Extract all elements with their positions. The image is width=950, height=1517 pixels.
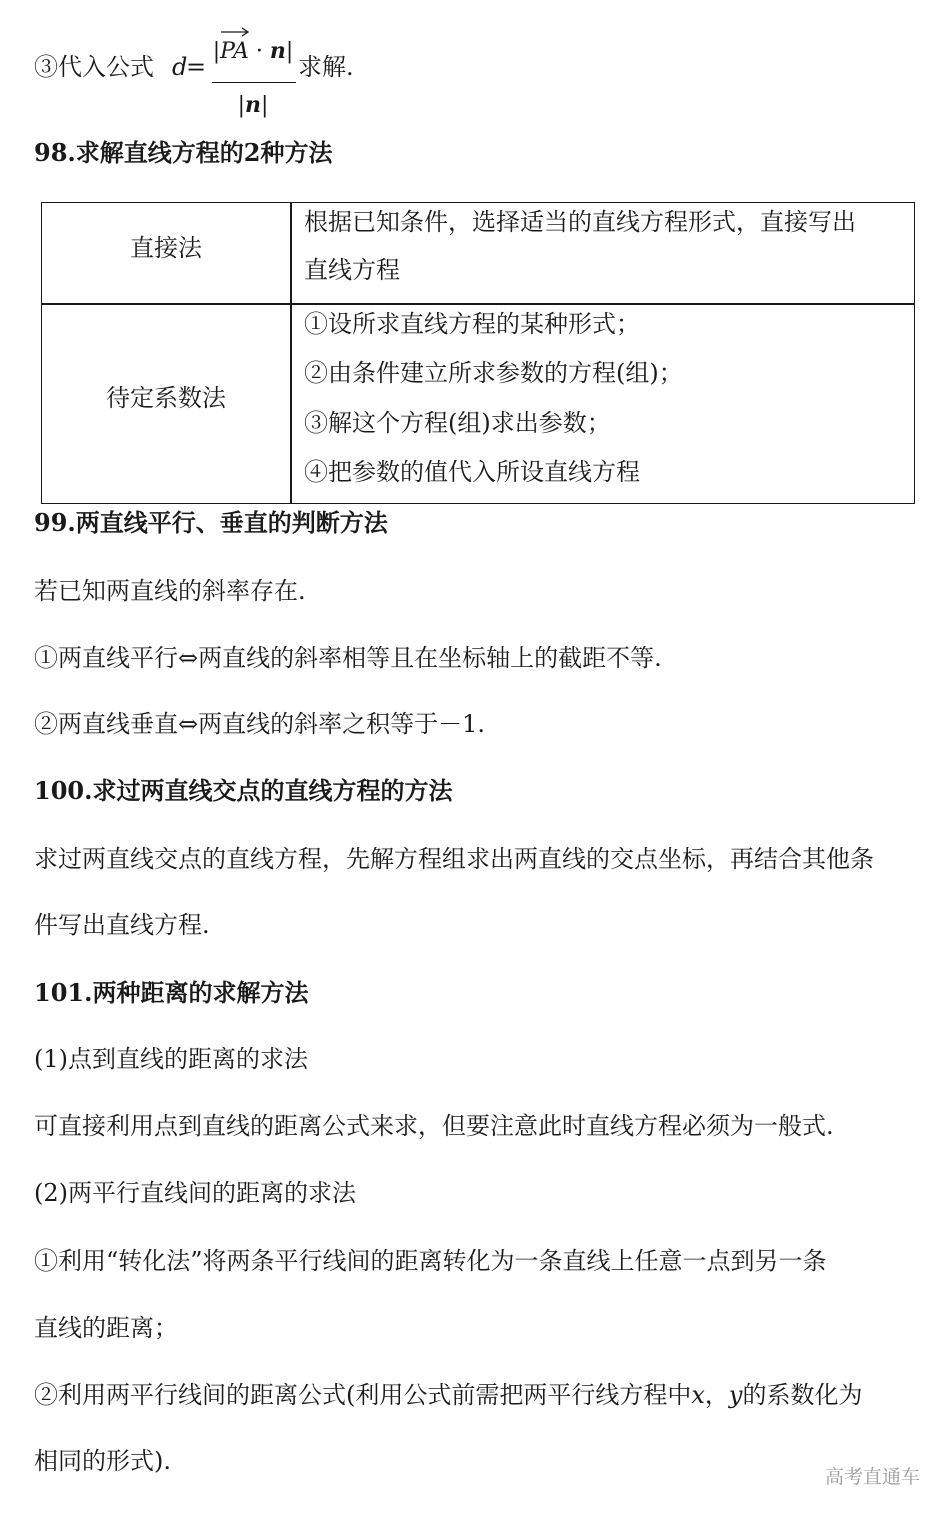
section-100-line-2: 件写出直线方程. bbox=[34, 911, 210, 939]
formula-equals: = bbox=[186, 53, 207, 81]
vector-pa bbox=[220, 39, 249, 64]
table-cell-step-1: ①设所求直线方程的某种形式； bbox=[304, 310, 640, 338]
dot-operator: · bbox=[255, 39, 263, 64]
watermark: 高考直通车 bbox=[824, 1466, 920, 1488]
normal-vector-n: n bbox=[245, 92, 261, 118]
section-101-line-4: ①利用“转化法”将两条平行线间的距离转化为一条直线上任意一点到另一条 bbox=[34, 1247, 827, 1275]
section-101-line-6 bbox=[34, 1380, 862, 1410]
formula-prefix: ③代入公式 bbox=[34, 53, 154, 81]
abs-bar-right: | bbox=[285, 39, 294, 64]
section-101-line-1: (1)点到直线的距离的求法 bbox=[34, 1045, 308, 1073]
formula-variable-d: d bbox=[172, 53, 188, 81]
table-row-divider bbox=[42, 303, 914, 305]
vector-label: PA bbox=[220, 39, 249, 64]
comma: ， bbox=[704, 1381, 729, 1409]
table-cell-step-4: ④把参数的值代入所设直线方程 bbox=[304, 458, 640, 486]
abs-bar-right: | bbox=[261, 93, 269, 118]
table-cell-step-3: ③解这个方程(组)求出参数； bbox=[304, 409, 611, 437]
section-101-heading: 101.两种距离的求解方法 bbox=[34, 978, 309, 1007]
table-cell-method-direct: 直接法 bbox=[130, 234, 202, 262]
formula-fraction bbox=[210, 30, 296, 118]
methods-table bbox=[41, 202, 915, 504]
section-100-line-1: 求过两直线交点的直线方程，先解方程组求出两直线的交点坐标，再结合其他条 bbox=[34, 845, 874, 873]
formula-denominator bbox=[210, 92, 296, 118]
abs-bar-left: | bbox=[237, 93, 245, 118]
section-101-line-5: 直线的距离； bbox=[34, 1314, 178, 1342]
section-99-line-3: ②两直线垂直⇔两直线的斜率之积等于－1. bbox=[34, 710, 486, 738]
table-cell-desc-direct-line-1: 根据已知条件，选择适当的直线方程形式，直接写出 bbox=[304, 208, 856, 236]
section-99-line-2: ①两直线平行⇔两直线的斜率相等且在坐标轴上的截距不等. bbox=[34, 644, 662, 672]
section-98-heading: 98.求解直线方程的2种方法 bbox=[34, 138, 333, 167]
section-101-line-7: 相同的形式). bbox=[34, 1447, 171, 1475]
fraction-bar bbox=[212, 82, 296, 83]
table-column-divider bbox=[290, 203, 292, 503]
vector-arrow-icon bbox=[220, 27, 250, 37]
section-101-line-3: (2)两平行直线间的距离的求法 bbox=[34, 1179, 356, 1207]
abs-bar-left: | bbox=[212, 39, 221, 64]
section-100-heading: 100.求过两直线交点的直线方程的方法 bbox=[34, 776, 453, 805]
formula-suffix: 求解. bbox=[298, 53, 354, 81]
section-99-line-1: 若已知两直线的斜率存在. bbox=[34, 577, 306, 605]
table-cell-method-undetermined: 待定系数法 bbox=[106, 384, 226, 412]
line-6-text-b: 的系数化为 bbox=[742, 1381, 863, 1409]
section-99-heading: 99.两直线平行、垂直的判断方法 bbox=[34, 508, 388, 537]
formula-numerator bbox=[210, 38, 296, 64]
variable-x: x bbox=[691, 1381, 705, 1409]
section-101-line-2: 可直接利用点到直线的距离公式来求，但要注意此时直线方程必须为一般式. bbox=[34, 1112, 834, 1140]
table-cell-step-2: ②由条件建立所求参数的方程(组)； bbox=[304, 359, 683, 387]
normal-vector-n: n bbox=[269, 38, 286, 64]
table-cell-desc-direct-line-2: 直线方程 bbox=[304, 256, 400, 284]
distance-formula-line bbox=[34, 30, 454, 118]
line-6-text-a: ②利用两平行线间的距离公式(利用公式前需把两平行线方程中 bbox=[34, 1381, 692, 1409]
variable-y: y bbox=[728, 1381, 743, 1409]
